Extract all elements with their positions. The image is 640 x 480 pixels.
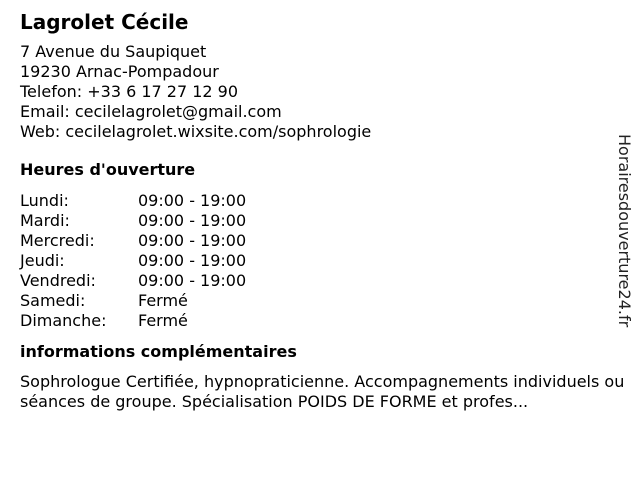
- web-line: Web: cecilelagrolet.wixsite.com/sophrologie: [20, 122, 372, 141]
- hours-heading: Heures d'ouverture: [20, 160, 196, 179]
- time-value: 09:00 - 19:00: [138, 191, 247, 210]
- email-line: Email: cecilelagrolet@gmail.com: [20, 102, 282, 121]
- time-value: 09:00 - 19:00: [138, 211, 247, 230]
- day-label: Lundi:: [20, 191, 69, 210]
- hours-row-saturday: [20, 291, 610, 311]
- day-label: Samedi:: [20, 291, 86, 310]
- time-value: 09:00 - 19:00: [138, 231, 247, 250]
- hours-row-sunday: [20, 311, 610, 331]
- info-description: Sophrologue Certifiée, hypnopraticienne. Accompagnements individuels ou séances de groupe. Spécialisation POIDS DE FORME et profes...: [20, 372, 625, 411]
- hours-row-thursday: [20, 251, 610, 271]
- hours-row-monday: [20, 191, 610, 211]
- time-value: 09:00 - 19:00: [138, 251, 247, 270]
- city-address: 19230 Arnac-Pompadour: [20, 62, 219, 81]
- day-label: Vendredi:: [20, 271, 96, 290]
- info-heading: informations complémentaires: [20, 342, 297, 361]
- day-label: Dimanche:: [20, 311, 107, 330]
- time-value: Fermé: [138, 311, 188, 330]
- hours-row-friday: [20, 271, 610, 291]
- hours-row-wednesday: [20, 231, 610, 251]
- contact-block: [20, 42, 610, 142]
- day-label: Jeudi:: [20, 251, 65, 270]
- street-address: 7 Avenue du Saupiquet: [20, 42, 207, 61]
- phone-line: Telefon: +33 6 17 27 12 90: [20, 82, 239, 101]
- time-value: Fermé: [138, 291, 188, 310]
- day-label: Mercredi:: [20, 231, 95, 250]
- day-label: Mardi:: [20, 211, 70, 230]
- time-value: 09:00 - 19:00: [138, 271, 247, 290]
- hours-row-tuesday: [20, 211, 610, 231]
- watermark-text: Horairesdouverture24.fr: [615, 134, 634, 328]
- hours-table: [20, 191, 610, 331]
- business-name: Lagrolet Cécile: [20, 10, 189, 34]
